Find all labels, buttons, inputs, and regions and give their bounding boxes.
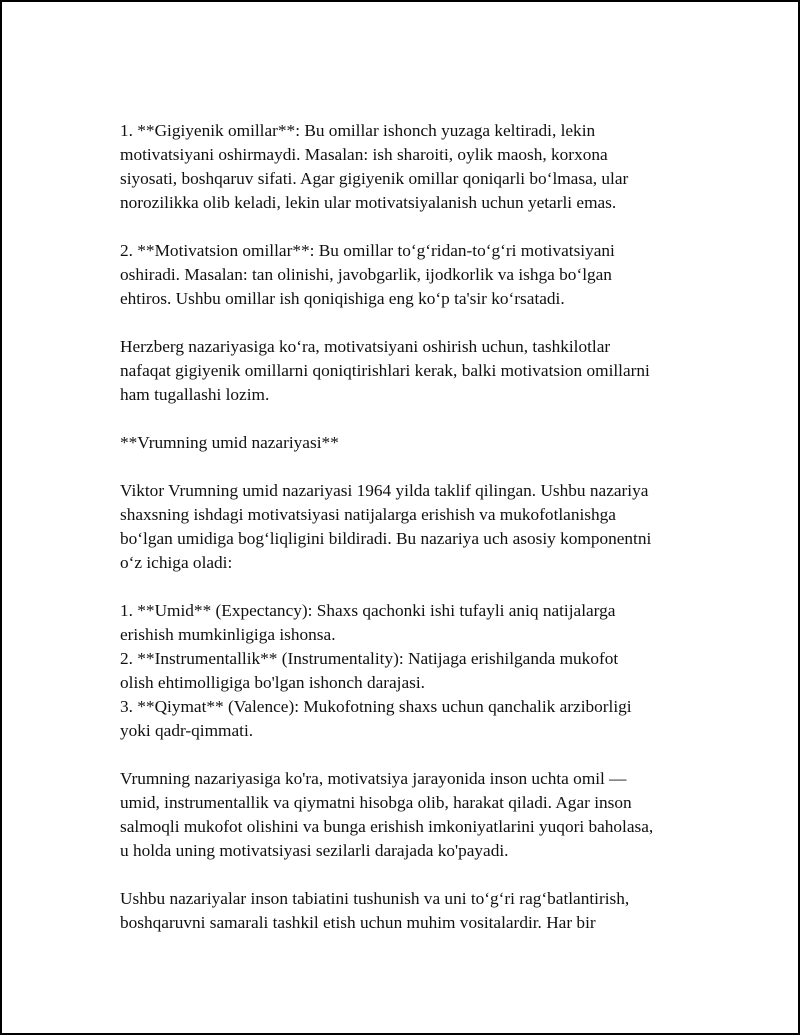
text-line: siyosati, boshqaruv sifati. Agar gigiyenik omillar qoniqarli boʻlmasa, ular — [120, 169, 629, 188]
text-line: boʻlgan umidiga bogʻliqligini bildiradi. Bu nazariya uch asosiy komponentni — [120, 529, 652, 548]
text-line: **Vrumning umid nazariyasi** — [120, 433, 339, 452]
text-line: oʻz ichiga oladi: — [120, 553, 233, 572]
text-line: oshiradi. Masalan: tan olinishi, javobgarlik, ijodkorlik va ishga boʻlgan — [120, 265, 612, 284]
paragraph-vroom-intro — [120, 479, 720, 575]
paragraph-hygiene-factors — [120, 119, 720, 215]
text-line: 2. **Instrumentallik** (Instrumentality): Natijaga erishilganda mukofot — [120, 649, 619, 668]
paragraph-conclusion — [120, 887, 720, 935]
paragraph-herzberg-summary — [120, 335, 720, 407]
text-line: u holda uning motivatsiyasi sezilarli darajada ko'payadi. — [120, 841, 509, 860]
text-line: Ushbu nazariyalar inson tabiatini tushunish va uni toʻgʻri ragʻbatlantirish, — [120, 889, 630, 908]
document-body — [120, 119, 720, 959]
text-line: shaxsning ishdagi motivatsiyasi natijalarga erishish va mukofotlanishga — [120, 505, 616, 524]
text-line: norozilikka olib keladi, lekin ular motivatsiyalanish uchun yetarli emas. — [120, 193, 617, 212]
text-line: Herzberg nazariyasiga koʻra, motivatsiyani oshirish uchun, tashkilotlar — [120, 337, 611, 356]
text-line: umid, instrumentallik va qiymatni hisobga olib, harakat qiladi. Agar inson — [120, 793, 632, 812]
text-line: 1. **Umid** (Expectancy): Shaxs qachonki ishi tufayli aniq natijalarga — [120, 601, 616, 620]
text-line: ehtiros. Ushbu omillar ish qoniqishiga eng koʻp ta'sir koʻrsatadi. — [120, 289, 565, 308]
text-line: Vrumning nazariyasiga ko'ra, motivatsiya jarayonida inson uchta omil — — [120, 769, 627, 788]
text-line: nafaqat gigiyenik omillarni qoniqtirishlari kerak, balki motivatsion omillarni — [120, 361, 650, 380]
text-line: motivatsiyani oshirmaydi. Masalan: ish sharoiti, oylik maosh, korxona — [120, 145, 608, 164]
text-line: olish ehtimolligiga bo'lgan ishonch darajasi. — [120, 673, 426, 692]
text-line: erishish mumkinligiga ishonsa. — [120, 625, 336, 644]
text-line: boshqaruvni samarali tashkil etish uchun muhim vositalardir. Har bir — [120, 913, 596, 932]
paragraph-motivation-factors — [120, 239, 720, 311]
text-line: 1. **Gigiyenik omillar**: Bu omillar ishonch yuzaga keltiradi, lekin — [120, 121, 596, 140]
text-line: ham tugallashi lozim. — [120, 385, 270, 404]
section-heading-vroom — [120, 431, 720, 455]
text-line: Viktor Vrumning umid nazariyasi 1964 yilda taklif qilingan. Ushbu nazariya — [120, 481, 649, 500]
text-line: 2. **Motivatsion omillar**: Bu omillar toʻgʻridan-toʻgʻri motivatsiyani — [120, 241, 615, 260]
text-line: salmoqli mukofot olishini va bunga erishish imkoniyatlarini yuqori baholasa, — [120, 817, 654, 836]
text-line: 3. **Qiymat** (Valence): Mukofotning shaxs uchun qanchalik arziborligi — [120, 697, 632, 716]
paragraph-vroom-components — [120, 599, 720, 743]
paragraph-vroom-summary — [120, 767, 720, 863]
text-line: yoki qadr-qimmati. — [120, 721, 254, 740]
